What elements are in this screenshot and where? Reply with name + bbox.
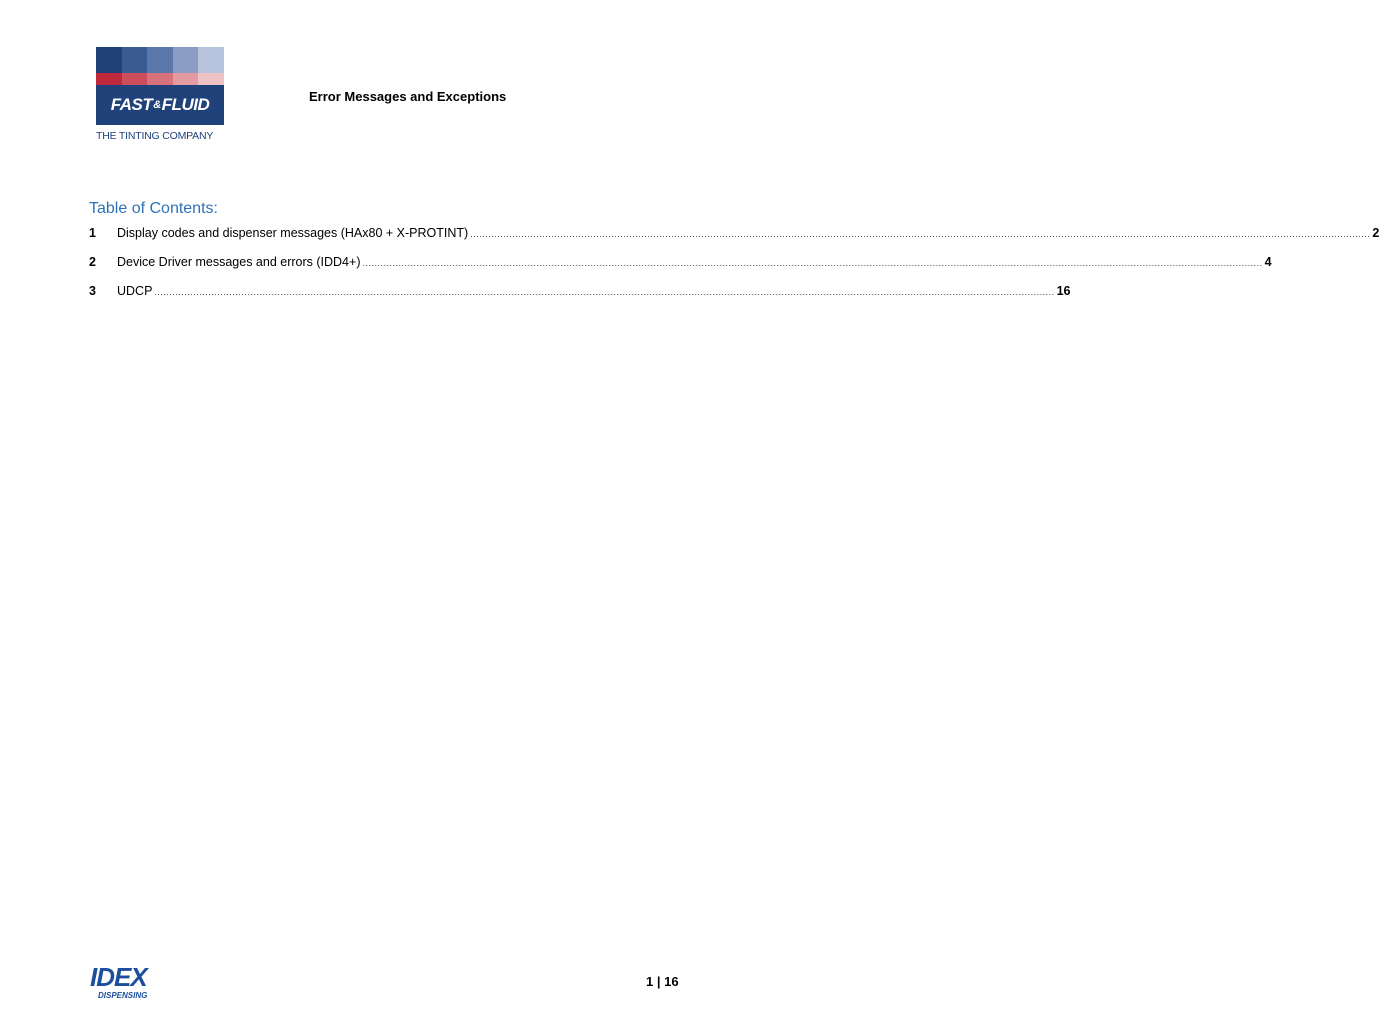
toc-entry-1[interactable] <box>89 226 1379 255</box>
logo-swatch <box>173 47 199 73</box>
toc-entry-text[interactable]: UDCP <box>117 284 153 298</box>
toc-entry-number: 1 <box>89 226 96 240</box>
toc-entry-number: 2 <box>89 255 96 269</box>
logo-swatch <box>147 73 173 85</box>
table-of-contents <box>89 226 1379 313</box>
toc-entry-2[interactable] <box>89 255 1272 284</box>
document-title: Error Messages and Exceptions <box>309 89 507 104</box>
logo-swatch <box>198 47 224 73</box>
toc-heading: Table of Contents: <box>89 200 218 217</box>
logo-wordmark <box>96 85 224 125</box>
toc-entry-number: 3 <box>89 284 96 298</box>
logo-red-swatches <box>96 73 224 85</box>
logo-brand-text-2: FLUID <box>161 95 210 114</box>
idex-logo-subtitle: DISPENSING <box>98 991 148 1000</box>
toc-entry-page: 16 <box>1056 284 1071 298</box>
toc-dot-leader: ............................................................................................................................................................................................................................................................................................................ <box>154 287 1055 297</box>
logo-swatch <box>122 47 148 73</box>
toc-entry-3[interactable] <box>89 284 1071 313</box>
logo-swatch <box>198 73 224 85</box>
logo-amp-text: & <box>153 99 161 111</box>
logo-tagline: THE TINTING COMPANY <box>96 130 214 142</box>
toc-entry-text[interactable]: Device Driver messages and errors (IDD4+) <box>117 255 361 269</box>
logo-blue-swatches <box>96 47 224 73</box>
logo-swatch <box>96 73 122 85</box>
logo-swatch <box>96 47 122 73</box>
idex-logo-icon <box>88 964 170 990</box>
logo-brand-text: FAST <box>110 95 153 114</box>
idex-logo <box>88 964 170 1000</box>
page-number: 1 | 16 <box>646 974 679 989</box>
logo-swatch <box>147 47 173 73</box>
toc-entry-text[interactable]: Display codes and dispenser messages (HAx80 + X-PROTINT) <box>117 226 469 240</box>
fast-fluid-logo <box>96 47 226 142</box>
toc-entry-page: 2 <box>1372 226 1379 240</box>
logo-swatch <box>122 73 148 85</box>
logo-swatch <box>173 73 199 85</box>
idex-logo-wordmark: IDEX <box>90 962 147 992</box>
toc-dot-leader: ............................................................................................................................................................................................................................................................................................................ <box>362 258 1263 268</box>
toc-entry-page: 4 <box>1264 255 1272 269</box>
toc-dot-leader: ............................................................................................................................................................................................................................................................................................................ <box>470 229 1371 239</box>
